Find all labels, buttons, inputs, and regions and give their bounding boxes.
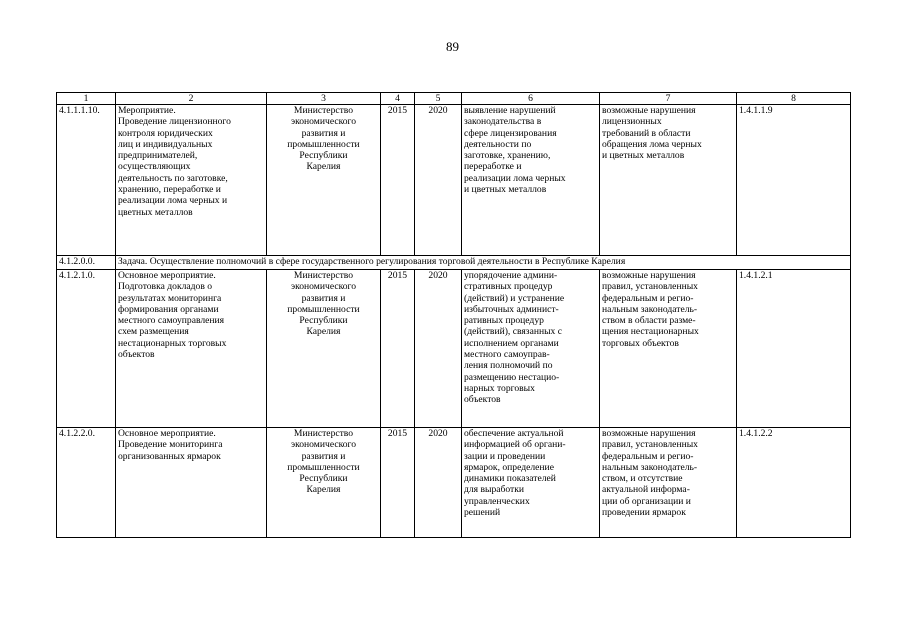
page-number: 89 [446, 39, 459, 54]
text-line: сфере лицензирования [464, 127, 557, 139]
text-line: федеральным и регио- [602, 450, 694, 462]
executor [267, 428, 381, 538]
text-line: реализации лома черных и [118, 195, 228, 207]
column-header: 7 [600, 93, 737, 105]
text-line: Карелия [306, 161, 341, 173]
text-line: нальным законодатель- [602, 461, 698, 473]
text-line: возможные нарушения [602, 105, 696, 116]
text-line: осуществляющих [118, 161, 191, 173]
end-year: 2020 [415, 270, 462, 428]
text-line: избыточных админист- [464, 303, 559, 315]
column-header: 1 [57, 93, 116, 105]
text-line: информацией об органи- [464, 439, 566, 451]
text-line: Проведение мониторинга [118, 439, 223, 451]
text-line: реализации лома черных [464, 172, 566, 184]
text-line: ления полномочий по [464, 360, 553, 372]
text-line: развития и [301, 127, 346, 139]
text-line: стративных процедур [464, 281, 553, 293]
text-line: правил, установленных [602, 281, 698, 293]
text-line: схем размещения [118, 326, 189, 338]
text-line: Проведение лицензионного [118, 116, 231, 128]
text-line: управленческих [464, 495, 530, 507]
text-line: промышленности [287, 461, 360, 473]
text-line: Основное мероприятие. [118, 270, 216, 281]
text-line: результатах мониторинга [118, 292, 222, 304]
end-year: 2020 [415, 105, 462, 256]
indicator-link: 1.4.1.2.1 [737, 270, 851, 428]
column-header: 5 [415, 93, 462, 105]
text-line: щения нестационарных [602, 326, 699, 338]
text-line: нестационарных торговых [118, 337, 227, 349]
text-line: Республики [299, 315, 348, 327]
text-line: формирования органами [118, 303, 219, 315]
start-year: 2015 [381, 428, 415, 538]
text-line: федеральным и регио- [602, 292, 694, 304]
text-line: ции об организации и [602, 495, 691, 507]
text-line: экономического [290, 281, 357, 293]
text-line: лицензионных [602, 116, 662, 128]
row-code: 4.1.2.1.0. [57, 270, 116, 428]
text-line: Карелия [306, 326, 341, 338]
text-line: развития и [301, 450, 346, 462]
consequence [600, 105, 737, 256]
expected-result [462, 270, 600, 428]
text-line: экономического [290, 439, 357, 451]
text-line: Основное мероприятие. [118, 428, 216, 439]
text-line: Министерство [293, 270, 354, 281]
text-line: торговых объектов [602, 337, 679, 349]
start-year: 2015 [381, 270, 415, 428]
table-row [57, 428, 851, 538]
text-line: заготовке, хранению, [464, 150, 551, 162]
text-line: ярмарок, определение [464, 461, 554, 473]
text-line: цветных металлов [118, 206, 193, 218]
text-line: для выработки [464, 484, 525, 496]
text-line: нальным законодатель- [602, 303, 698, 315]
text-line: решений [464, 507, 501, 519]
text-line: динамики показателей [464, 473, 556, 485]
text-line: переработке и [464, 161, 522, 173]
text-line: возможные нарушения [602, 270, 696, 281]
text-line: выявление нарушений [464, 105, 556, 116]
text-line: и цветных металлов [464, 184, 547, 196]
text-line: хранению, переработке и [118, 184, 221, 196]
text-line: ством, и отсутствие [602, 473, 683, 485]
table-row [57, 270, 851, 428]
expected-result [462, 428, 600, 538]
text-line: контроля юридических [118, 127, 213, 139]
activity-title [116, 428, 267, 538]
task-row [57, 256, 851, 270]
text-line: обеспечение актуальной [464, 428, 564, 439]
column-header: 4 [381, 93, 415, 105]
text-line: местного самоуправления [118, 315, 225, 327]
indicator-link: 1.4.1.2.2 [737, 428, 851, 538]
text-line: Мероприятие. [118, 105, 176, 116]
row-code: 4.1.2.0.0. [57, 256, 116, 270]
end-year: 2020 [415, 428, 462, 538]
text-line: Республики [299, 473, 348, 485]
text-line: Министерство [293, 428, 354, 439]
column-header: 2 [116, 93, 267, 105]
text-line: правил, установленных [602, 439, 698, 451]
text-line: лиц и индивидуальных [118, 138, 213, 150]
text-line: Министерство [293, 105, 354, 116]
text-line: Республики [299, 150, 348, 162]
activity-title [116, 105, 267, 256]
text-line: зации и проведении [464, 450, 546, 462]
text-line: законодательства в [464, 116, 542, 128]
consequence [600, 428, 737, 538]
column-header: 6 [462, 93, 600, 105]
text-line: обращения лома черных [602, 138, 702, 150]
text-line: (действий) и устранение [464, 292, 565, 304]
text-line: предпринимателей, [118, 150, 198, 162]
text-line: требований в области [602, 127, 691, 139]
text-line: возможные нарушения [602, 428, 696, 439]
activity-title [116, 270, 267, 428]
text-line: экономического [290, 116, 357, 128]
text-line: развития и [301, 292, 346, 304]
text-line: (действий), связанных с [464, 326, 562, 338]
text-line: объектов [118, 349, 155, 361]
text-line: нарных торговых [464, 382, 535, 394]
column-header: 3 [267, 93, 381, 105]
text-line: местного самоуправ- [464, 349, 550, 361]
text-line: деятельность по заготовке, [118, 172, 228, 184]
text-line: ством в области разме- [602, 315, 696, 327]
text-line: деятельности по [464, 138, 532, 150]
text-line: объектов [464, 394, 501, 406]
start-year: 2015 [381, 105, 415, 256]
text-line: Карелия [306, 484, 341, 496]
text-line: Подготовка докладов о [118, 281, 213, 293]
text-line: актуальной информа- [602, 484, 690, 496]
text-line: упорядочение админи- [464, 270, 558, 281]
text-line: промышленности [287, 303, 360, 315]
executor [267, 105, 381, 256]
table-header-row [57, 93, 851, 105]
table-row [57, 105, 851, 256]
row-code: 4.1.2.2.0. [57, 428, 116, 538]
text-line: исполнением органами [464, 337, 559, 349]
text-line: промышленности [287, 138, 360, 150]
text-line: и цветных металлов [602, 150, 685, 162]
program-table [56, 92, 851, 538]
text-line: размещению нестацио- [464, 371, 560, 383]
text-line: организованных ярмарок [118, 450, 221, 462]
consequence [600, 270, 737, 428]
column-header: 8 [737, 93, 851, 105]
row-code: 4.1.1.1.10. [57, 105, 116, 256]
task-text: Задача. Осуществление полномочий в сфере государственного регулирования торговой деятельности в Республике Карелия [116, 256, 851, 270]
expected-result [462, 105, 600, 256]
indicator-link: 1.4.1.1.9 [737, 105, 851, 256]
text-line: ративных процедур [464, 315, 544, 327]
executor [267, 270, 381, 428]
text-line: проведении ярмарок [602, 507, 686, 519]
